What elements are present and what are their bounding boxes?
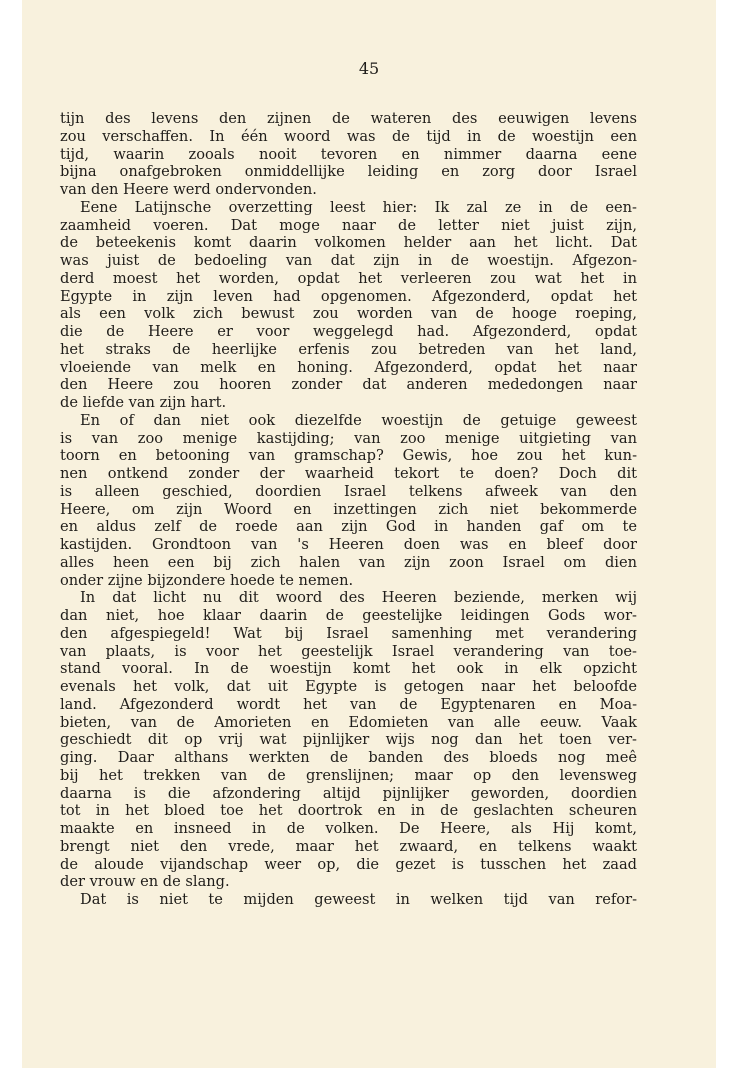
text-line: tijd, waarin zooals nooit tevoren en nimmer daarna eene <box>60 145 637 163</box>
text-line: brengt niet den vrede, maar het zwaard, en telkens waakt <box>60 837 637 855</box>
text-line: bijna onafgebroken onmiddellijke leiding en zorg door Israel <box>60 163 637 181</box>
text-line: derd moest het worden, opdat het verleeren zou wat het in <box>60 269 637 287</box>
text-line: toorn en betooning van gramschap? Gewis, hoe zou het kun- <box>60 447 637 465</box>
text-line: het straks de heerlijke erfenis zou betreden van het land, <box>60 340 637 358</box>
paragraph <box>60 589 637 891</box>
text-line: die de Heere er voor weggelegd had. Afgezonderd, opdat <box>60 323 637 340</box>
text-line: Dat is niet te mijden geweest in welken tijd van refor- <box>80 891 637 908</box>
text-line: evenals het volk, dat uit Egypte is getogen naar het beloofde <box>60 678 637 695</box>
text-line: van den Heere werd ondervonden. <box>60 181 317 198</box>
paragraph <box>60 412 637 590</box>
text-line: zaamheid voeren. Dat moge naar de letter niet juist zijn, <box>60 216 637 234</box>
paragraph <box>60 891 637 909</box>
book-page <box>22 0 716 1068</box>
text-line: land. Afgezonderd wordt het van de Egyptenaren en Moa- <box>60 695 637 713</box>
text-line: Egypte in zijn leven had opgenomen. Afgezonderd, opdat het <box>60 287 637 305</box>
text-line: stand vooral. In de woestijn komt het ook in elk opzicht <box>60 660 637 678</box>
text-line: van plaats, is voor het geestelijk Israel verandering van toe- <box>60 642 637 660</box>
text-line: de liefde van zijn hart. <box>60 394 227 411</box>
text-line: tijn des levens den zijnen de wateren des eeuwigen levens <box>60 110 637 127</box>
text-line: In dat licht nu dit woord des Heeren beziende, merken wij <box>80 589 637 607</box>
text-line: en aldus zelf de roede aan zijn God in handen gaf om te <box>60 518 637 536</box>
text-line: is alleen geschied, doordien Israel telkens afweek van den <box>60 482 637 500</box>
text-line: ging. Daar althans werkten de banden des bloeds nog meê <box>60 749 637 766</box>
text-line: Eene Latijnsche overzetting leest hier: Ik zal ze in de een- <box>80 198 637 216</box>
text-line: dan niet, hoe klaar daarin de geestelijke leidingen Gods wor- <box>60 607 637 624</box>
text-line: bieten, van de Amorieten en Edomieten van alle eeuw. Vaak <box>60 713 637 731</box>
paragraph <box>60 110 637 199</box>
text-line: zou verschaffen. In één woord was de tijd in de woestijn een <box>60 127 637 145</box>
text-line: kastijden. Grondtoon van 's Heeren doen was en bleef door <box>60 536 637 553</box>
text-line: vloeiende van melk en honing. Afgezonderd, opdat het naar <box>60 358 637 376</box>
text-line: den Heere zou hooren zonder dat anderen mededongen naar <box>60 376 637 394</box>
text-line: de aloude vijandschap weer op, die gezet is tusschen het zaad <box>60 855 637 873</box>
text-line: geschiedt dit op vrij wat pijnlijker wijs nog dan het toen ver- <box>60 731 637 749</box>
text-line: maakte en insneed in de volken. De Heere, als Hij komt, <box>60 820 637 837</box>
text-line: Heere, om zijn Woord en inzettingen zich niet bekommerde <box>60 500 637 518</box>
text-line: de beteekenis komt daarin volkomen helder aan het licht. Dat <box>60 234 637 252</box>
text-line: nen ontkend zonder der waarheid tekort te doen? Doch dit <box>60 465 637 482</box>
text-line: als een volk zich bewust zou worden van de hooge roeping, <box>60 305 637 323</box>
text-line: daarna is die afzondering altijd pijnlijker geworden, doordien <box>60 784 637 802</box>
text-line: den afgespiegeld! Wat bij Israel samenhing met verandering <box>60 624 637 642</box>
paragraph <box>60 199 637 412</box>
text-line: was juist de bedoeling van dat zijn in de woestijn. Afgezon- <box>60 252 637 269</box>
text-line: der vrouw en de slang. <box>60 873 230 891</box>
text-line: is van zoo menige kastijding; van zoo menige uitgieting van <box>60 429 637 447</box>
body-text <box>60 110 637 909</box>
text-line: En of dan niet ook diezelfde woestijn de getuige geweest <box>80 411 637 429</box>
text-line: bij het trekken van de grenslijnen; maar op den levensweg <box>60 766 637 784</box>
text-line: tot in het bloed toe het doortrok en in de geslachten scheuren <box>60 802 637 820</box>
text-line: onder zijne bijzondere hoede te nemen. <box>60 571 354 589</box>
page-number: 45 <box>358 59 380 78</box>
text-line: alles heen een bij zich halen van zijn zoon Israel om dien <box>60 553 637 571</box>
